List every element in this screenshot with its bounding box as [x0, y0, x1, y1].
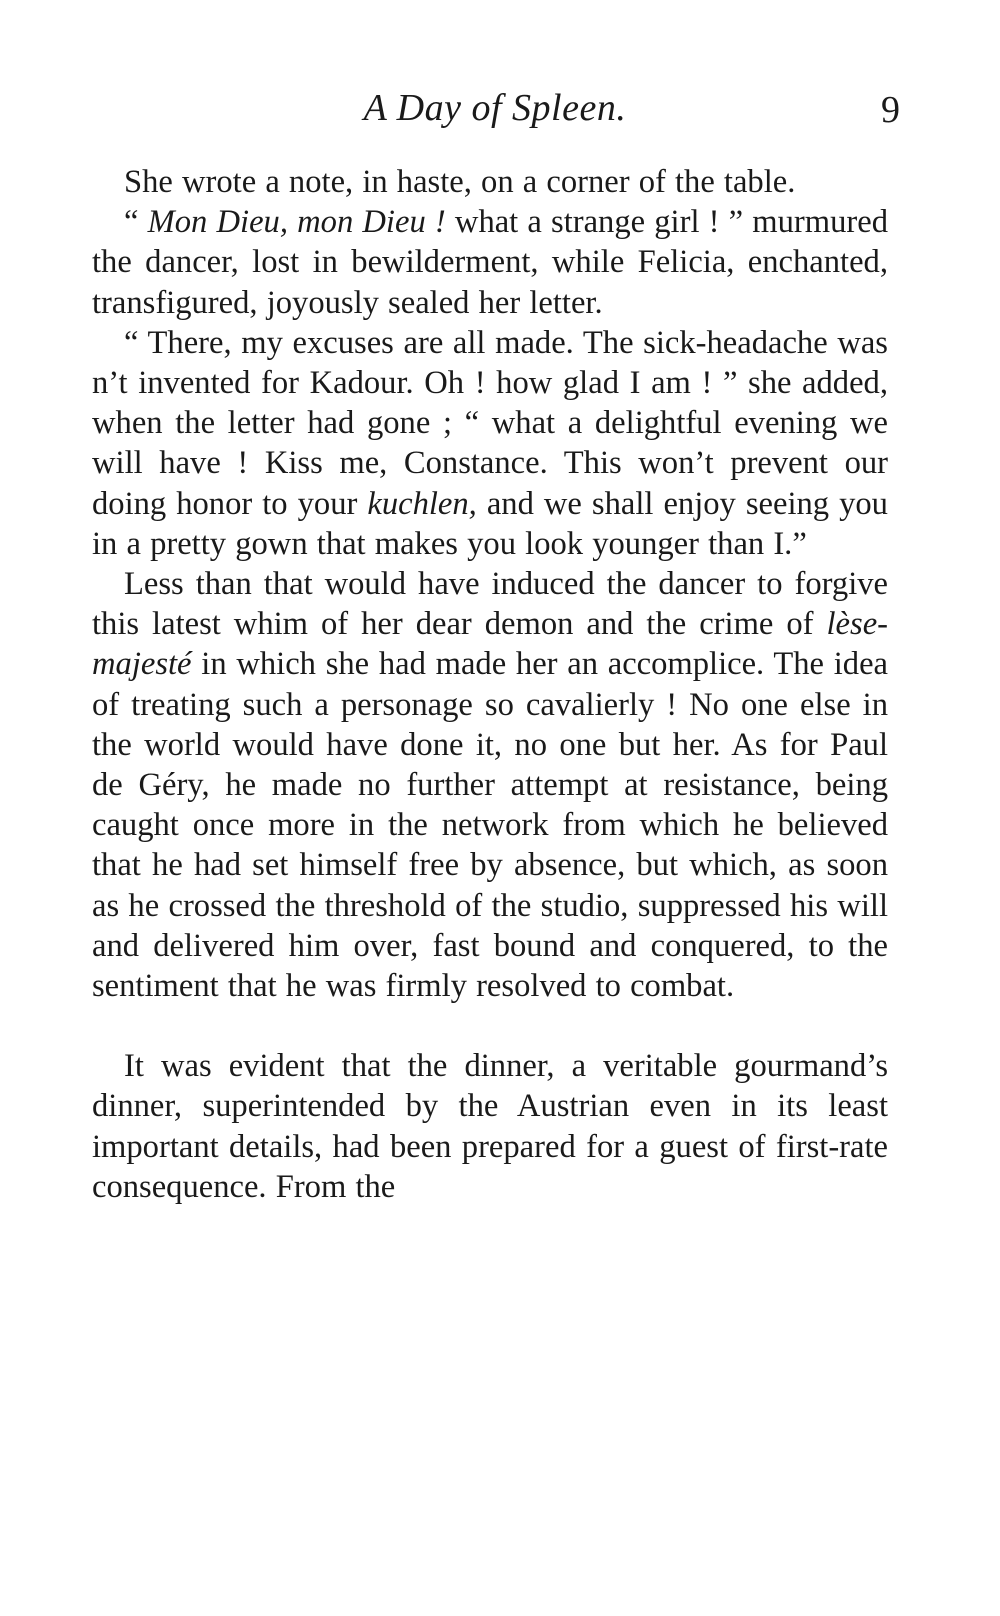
text-run: “ There, my excuses are all made. The sick-headache was n’t invented for Kadour. Oh ! how glad I am ! ” she added, when the letter had gone ; “ what a delightful evening we will have ! Kiss me, Constance. This won’t prevent our doing honor to your: [92, 324, 888, 522]
paragraph: [92, 323, 888, 564]
text-run: and we shall enjoy seeing you in a pretty gown that makes you look younger than I.”: [92, 485, 888, 562]
italic-text: lèse-majesté: [92, 606, 888, 683]
paragraph: [92, 564, 888, 1006]
text-run: Less than that would have induced the dancer to forgive this latest whim of her dear demon and the crime of: [92, 566, 888, 643]
page-number: 9: [881, 89, 900, 131]
text-run: in which she had made her an accomplice. The idea of treating such a personage so cavalierly ! No one else in the world would have done it, no one but her. As for Paul de Géry, he made no further attempt at resistance, being caught once more in the network from which he believed that he had set himself free by absence, but which, as soon as he crossed the threshold of the studio, suppressed his will and delivered him over, fast bound and conquered, to the sentiment that he was firmly resolved to combat.: [92, 646, 888, 1005]
paragraph: [92, 1046, 888, 1207]
text-run: what a strange girl ! ” murmured the dancer, lost in bewilderment, while Felicia, enchanted, transfigured, joyously sealed her letter.: [92, 204, 888, 321]
paragraph: [92, 162, 888, 202]
running-title: A Day of Spleen.: [363, 87, 627, 129]
text-run: It was evident that the dinner, a veritable gourmand’s dinner, superintended by the Austrian even in its least important details, had been prepared for a guest of first-rate consequence. From the: [92, 1048, 888, 1205]
text-run: She wrote a note, in haste, on a corner of the table.: [124, 164, 796, 200]
text-run: “: [124, 204, 148, 241]
page-header: [90, 78, 900, 138]
italic-text: kuchlen,: [367, 485, 477, 522]
page-body: [92, 162, 888, 1207]
italic-text: Mon Dieu, mon Dieu !: [147, 204, 446, 241]
paragraph: [92, 202, 888, 323]
